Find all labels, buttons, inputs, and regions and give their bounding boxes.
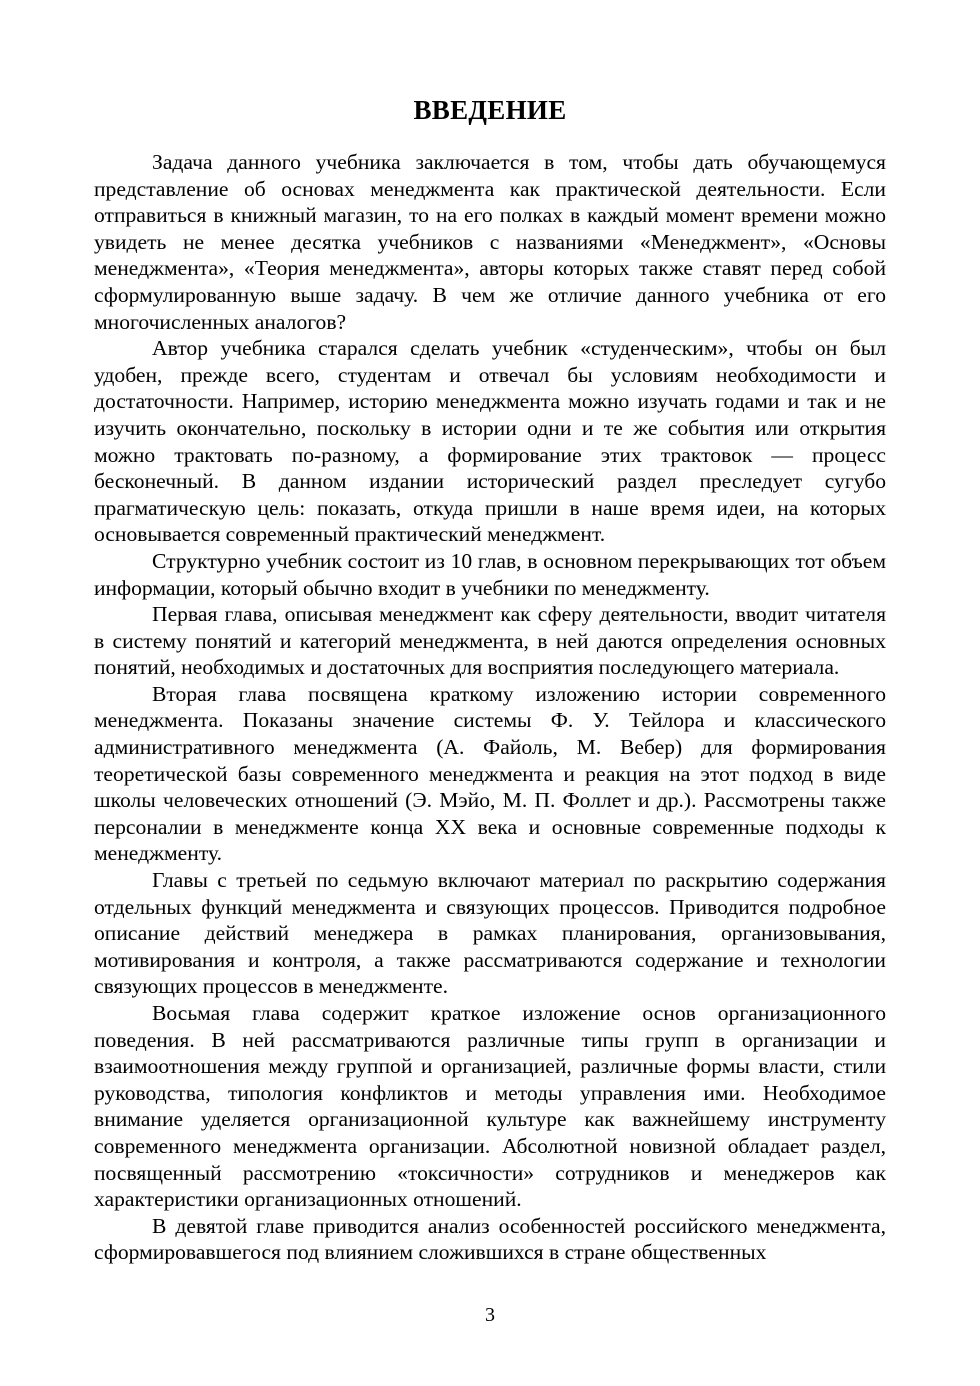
- paragraph: Автор учебника старался сделать учебник «студенческим», чтобы он был удобен, прежде всего, студентам и отвечал бы условиям необходимости и достаточности. Например, историю менеджмента можно изучать годами и так и не изучить окончательно, поскольку в истории одни и те же события или открытия можно трактовать по-разному, а формирование этих трактовок — процесс бесконечный. В данном издании исторический раздел преследует сугубо прагматическую цель: показать, откуда пришли в наше время идеи, на которых основывается современный практический менеджмент.: [94, 336, 886, 547]
- paragraph: Структурно учебник состоит из 10 глав, в основном перекрывающих тот объем информации, который обычно входит в учебники по менеджменту.: [94, 548, 886, 600]
- paragraph: Восьмая глава содержит краткое изложение основ организационного поведения. В ней рассматриваются различные типы групп в организации и взаимоотношения между группой и организацией, различные формы власти, стили руководства, типология конфликтов и методы управления ими. Необходимое внимание уделяется организационной культуре как важнейшему инструменту современного менеджмента организации. Абсолютной новизной обладает раздел, посвященный рассмотрению «токсичности» сотрудников и менеджеров как характеристики организационных отношений.: [94, 1001, 886, 1212]
- paragraph: В девятой главе приводится анализ особенностей российского менеджмента, сформировавшегося под влиянием сложившихся в стране общественных: [94, 1213, 886, 1265]
- body-text: [94, 149, 886, 1266]
- page-number: 3: [485, 1304, 495, 1326]
- paragraph: Главы с третьей по седьмую включают материал по раскрытию содержания отдельных функций менеджмента и связующих процессов. Приводится подробное описание действий менеджера в рамках планирования, организовывания, мотивирования и контроля, а также рассматриваются содержание и технологии связующих процессов в менеджменте.: [94, 868, 886, 999]
- paragraph: Первая глава, описывая менеджмент как сферу деятельности, вводит читателя в систему понятий и категорий менеджмента, в ней даются определения основных понятий, необходимых и достаточных для восприятия последующего материала.: [94, 602, 886, 680]
- paragraph: Задача данного учебника заключается в том, чтобы дать обучающемуся представление об основах менеджмента как практической деятельности. Если отправиться в книжный магазин, то на его полках в каждый момент времени можно увидеть не менее десятка учебников с названиями «Менеджмент», «Основы менеджмента», «Теория менеджмента», авторы которых также ставят перед собой сформулированную выше задачу. В чем же отличие данного учебника от его многочисленных аналогов?: [94, 150, 886, 334]
- paragraph: Вторая глава посвящена краткому изложению истории современного менеджмента. Показаны значение системы Ф. У. Тейлора и классического административного менеджмента (А. Файоль, М. Вебер) для формирования теоретической базы современного менеджмента и реакция на этот подход в виде школы человеческих отношений (Э. Мэйо, М. П. Фоллет и др.). Рассмотрены также персоналии в менеджменте конца XX века и основные современные подходы к менеджменту.: [94, 681, 886, 866]
- page-title: ВВЕДЕНИЕ: [413, 95, 567, 125]
